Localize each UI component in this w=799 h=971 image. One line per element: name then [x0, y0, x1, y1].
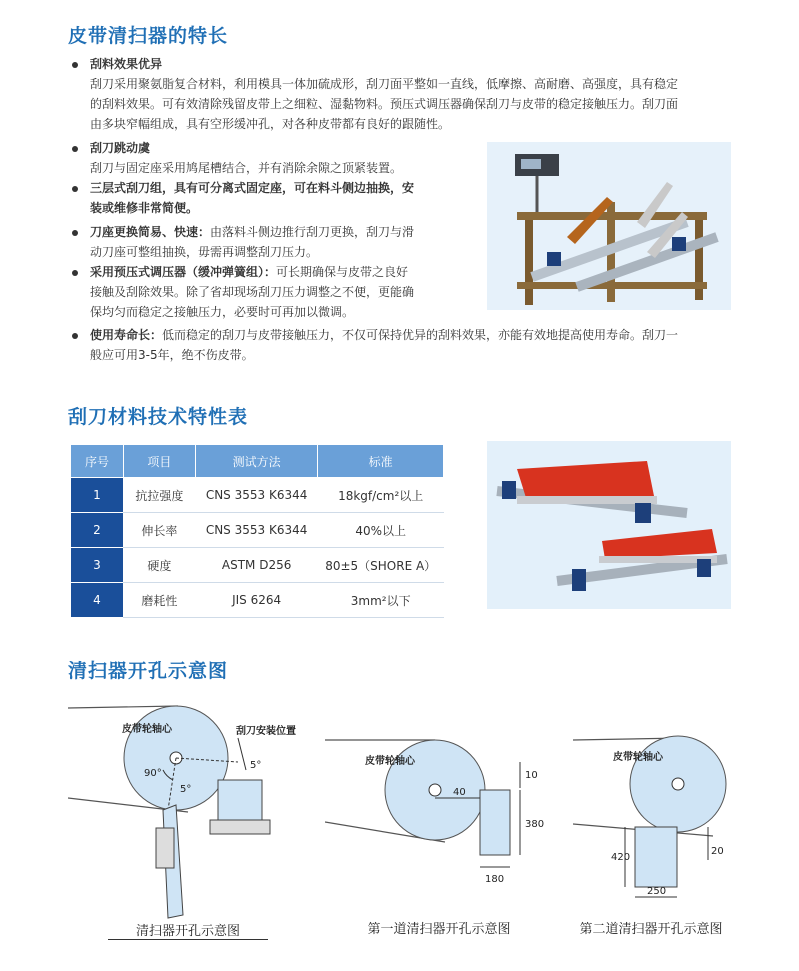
row-index: 1	[71, 478, 124, 513]
col-header-method: 测试方法	[195, 445, 318, 478]
row-standard: 40%以上	[318, 513, 444, 548]
features-title: 皮带清扫器的特长	[68, 25, 229, 47]
bullet	[72, 146, 78, 152]
row-method: CNS 3553 K6344	[195, 478, 318, 513]
feature-5-line-2: 保均匀而稳定之接触压力，必要时可再加以微调。	[90, 305, 355, 319]
feature-4-line-1: 动刀座可整组抽换，毋需再调整刮刀压力。	[90, 245, 319, 259]
d2-dim-10: 10	[525, 770, 538, 781]
feature-4-inline: 由落料斗侧边推行刮刀更换，刮刀与滑	[210, 225, 415, 239]
col-header-item: 项目	[123, 445, 195, 478]
feature-3-line-1: 装或维修非常简便。	[90, 201, 199, 215]
d1-caption: 清扫器开孔示意图	[108, 920, 268, 940]
d3-dim-20: 20	[711, 846, 724, 857]
row-index: 3	[71, 548, 124, 583]
d3-dim-250: 250	[647, 886, 667, 897]
row-index: 4	[71, 583, 124, 618]
table-row	[71, 548, 444, 583]
d1-angle-5a: 5°	[180, 784, 192, 795]
d3-dim-420: 420	[611, 852, 631, 863]
spec-table	[70, 444, 444, 618]
table-row	[71, 478, 444, 513]
d2-dim-40: 40	[453, 787, 466, 798]
row-index: 2	[71, 513, 124, 548]
diagram-3	[573, 732, 733, 902]
diagram-2	[325, 732, 545, 892]
bullet	[72, 270, 78, 276]
d1-angle-5b: 5°	[250, 760, 262, 771]
row-item: 伸长率	[123, 513, 195, 548]
row-standard: 18kgf/cm²以上	[318, 478, 444, 513]
diagram-1	[68, 700, 308, 940]
d2-axis-label: 皮带轮轴心	[365, 756, 415, 767]
feature-2-line-1: 刮刀与固定座采用鸠尾槽结合，并有消除余隙之顶紧装置。	[90, 161, 403, 175]
row-method: JIS 6264	[195, 583, 318, 618]
d3-caption: 第二道清扫器开孔示意图	[579, 922, 723, 937]
d1-axis-label: 皮带轮轴心	[122, 724, 172, 735]
table-row	[71, 583, 444, 618]
table-row	[71, 513, 444, 548]
feature-1-line-2: 的刮料效果。可有效清除残留皮带上之细粒、湿黏物料。预压式调压器确保刮刀与皮带的稳定接触压力。刮刀面	[90, 97, 679, 111]
row-method: ASTM D256	[195, 548, 318, 583]
feature-4-title: 刀座更换简易、快速：	[90, 225, 211, 239]
row-method: CNS 3553 K6344	[195, 513, 318, 548]
col-header-index: 序号	[71, 445, 124, 478]
d1-angle-90: 90°	[144, 768, 162, 779]
feature-5-inline: 可长期确保与皮带之良好	[276, 265, 409, 279]
feature-6-inline: 低而稳定的刮刀与皮带接触压力，不仅可保持优异的刮料效果，亦能有效地提高使用寿命。刮刀一	[162, 328, 679, 342]
d3-axis-label: 皮带轮轴心	[613, 752, 663, 763]
table-header-row	[71, 445, 444, 478]
bullet	[72, 62, 78, 68]
d2-dim-380: 380	[525, 819, 545, 830]
feature-4-text	[90, 223, 414, 243]
bullet	[72, 333, 78, 339]
row-item: 硬度	[123, 548, 195, 583]
feature-5-line-1: 接触及刮除效果。除了省却现场刮刀压力调整之不便，更能确	[90, 285, 415, 299]
feature-5-text	[90, 263, 408, 283]
table-title: 刮刀材料技术特性表	[68, 406, 249, 428]
feature-6-title: 使用寿命长：	[90, 328, 163, 342]
feature-1-line-3: 由多块窄幅组成，具有空形缓冲孔，对各种皮带都有良好的跟随性。	[90, 117, 451, 131]
d1-install-label: 刮刀安装位置	[236, 726, 296, 737]
row-standard: 80±5（SHORE A）	[318, 548, 444, 583]
d2-dim-180: 180	[485, 874, 505, 885]
feature-5-title: 采用预压式调压器（缓冲弹簧组）：	[90, 265, 277, 279]
bullet	[72, 186, 78, 192]
diagram-title: 清扫器开孔示意图	[68, 660, 229, 682]
feature-1-line-1: 刮刀采用聚氨脂复合材料，利用模具一体加硫成形，刮刀面平整如一直线，低摩擦、高耐磨、高强度，具有稳定	[90, 77, 679, 91]
feature-6-line-1: 般应可用3-5年，绝不伤皮带。	[90, 348, 254, 362]
blade-photo	[487, 441, 731, 609]
cleaner-rig-photo	[487, 142, 731, 310]
row-standard: 3mm²以下	[318, 583, 444, 618]
row-item: 磨耗性	[123, 583, 195, 618]
bullet	[72, 230, 78, 236]
feature-6-text	[90, 326, 678, 346]
row-item: 抗拉强度	[123, 478, 195, 513]
feature-2-title: 刮刀跳动虞	[90, 141, 151, 155]
feature-3-title: 三层式刮刀组，具有可分离式固定座，可在料斗侧边抽换，安	[90, 181, 415, 195]
feature-1-title: 刮料效果优异	[90, 57, 163, 71]
col-header-standard: 标准	[318, 445, 444, 478]
d2-caption: 第一道清扫器开孔示意图	[367, 922, 511, 937]
